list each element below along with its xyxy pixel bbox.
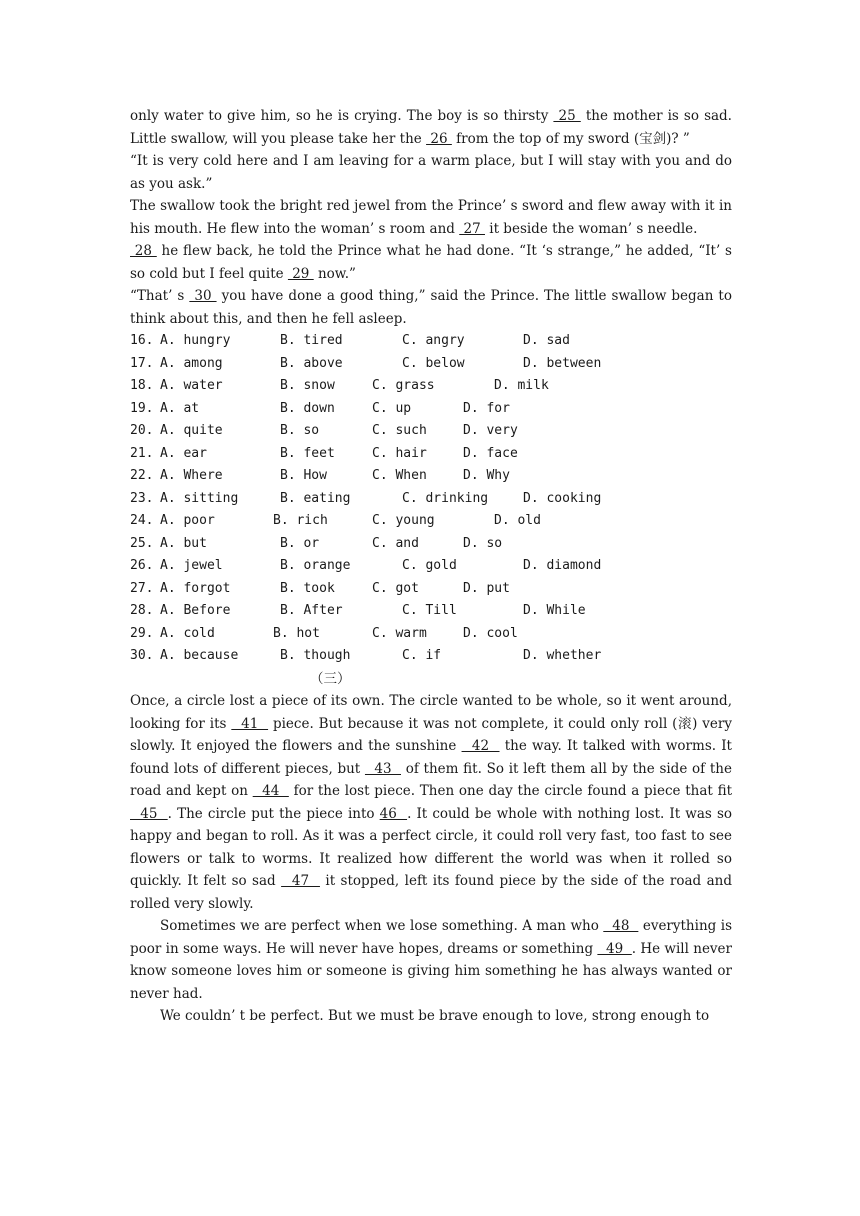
option-d: D. between xyxy=(523,355,602,371)
blank-26: 26 xyxy=(426,130,452,147)
option-c: C. young xyxy=(372,513,435,528)
option-row xyxy=(130,375,732,398)
option-a: A. poor xyxy=(160,513,215,528)
question-number: 22. xyxy=(130,468,154,483)
option-b: B. though xyxy=(280,648,351,663)
blank-44: 44 xyxy=(252,783,289,799)
option-c: C. hair xyxy=(372,445,427,461)
option-b: B. snow xyxy=(280,378,335,393)
blank-45: 45 xyxy=(130,805,168,822)
question-number: 24. xyxy=(130,513,154,528)
question-number: 30. xyxy=(130,648,154,663)
blank-46: 46 xyxy=(379,805,408,822)
story2-paragraph-1: Once, a circle lost a piece of its own. The circle wanted to be whole, so it went around, looking for its 41 piece. But because it was not complete, it could only roll (滚) very slowly. It enjoyed the flowers and the sunshine 42 the way. It talked with worms. It found lots of different pieces, but 43 of them fit. So it left them all by the side of the road and kept on 44 for the lost piece. Then one day the circle found a piece that fit 45 . The circle put the piece into 46 . It could be whole with nothing lost. It was so happy and began to roll. As it was a perfect circle, it could roll very fast, too fast to see flowers or talk to worms. It realized how different the world was when it rolled so quickly. It felt so sad 47 it stopped, left its found piece by the side of the road and rolled very slowly. xyxy=(130,693,733,912)
document-page xyxy=(130,105,732,1028)
option-c: C. below xyxy=(402,355,465,371)
option-d: D. cool xyxy=(463,625,518,641)
story1-paragraph-3: The swallow took the bright red jewel from the Prince’ s sword and flew away with it in his mouth. He flew into the woman’ s room and 27 it beside the woman’ s needle. xyxy=(130,198,732,237)
question-number: 27. xyxy=(130,580,154,596)
blank-28: 28 xyxy=(130,243,157,259)
option-row xyxy=(130,533,732,556)
story1-paragraph-2: “It is very cold here and I am leaving for a warm place, but I will stay with you and do as you ask.” xyxy=(130,153,732,192)
option-a: A. jewel xyxy=(160,558,223,573)
question-number: 26. xyxy=(130,558,154,573)
option-row xyxy=(130,623,732,646)
option-d: D. face xyxy=(463,445,518,461)
option-row xyxy=(130,443,732,466)
option-d: D. diamond xyxy=(523,558,602,573)
option-row xyxy=(130,353,732,376)
option-b: B. hot xyxy=(273,625,320,641)
story1-paragraph-5: “That’ s 30 you have done a good thing,” said the Prince. The little swallow began to think about this, and then he fell asleep. xyxy=(130,288,732,327)
option-a: A. ear xyxy=(160,445,207,461)
option-c: C. such xyxy=(372,423,427,438)
option-d: D. very xyxy=(463,423,518,438)
blank-49: 49 xyxy=(597,940,632,957)
option-row xyxy=(130,488,732,511)
option-d: D. milk xyxy=(494,378,549,393)
question-number: 25. xyxy=(130,535,154,551)
option-a: A. water xyxy=(160,378,223,393)
blank-47: 47 xyxy=(281,873,320,889)
option-a: A. but xyxy=(160,535,207,551)
option-a: A. among xyxy=(160,355,223,371)
option-a: A. forgot xyxy=(160,580,231,596)
blank-43: 43 xyxy=(364,760,401,777)
blank-30: 30 xyxy=(189,288,217,304)
option-a: A. hungry xyxy=(160,333,231,348)
option-c: C. up xyxy=(372,400,412,416)
option-b: B. so xyxy=(280,423,320,438)
option-row xyxy=(130,510,732,533)
option-a: A. quite xyxy=(160,423,223,438)
option-a: A. because xyxy=(160,648,239,663)
story1-paragraph-1: only water to give him, so he is crying. The boy is so thirsty 25 the mother is so sad. Little swallow, will you please take her the 26 from the top of my sword (宝剑)? ” xyxy=(130,108,732,147)
story2-paragraph-2: Sometimes we are perfect when we lose something. A man who 48 everything is poor in some ways. He will never have hopes, dreams or something 49 . He will never know someone loves him or someone is giving him something he has always wanted or never had. xyxy=(130,918,732,1002)
option-c: C. drinking xyxy=(402,490,489,506)
blank-48: 48 xyxy=(603,918,639,934)
question-number: 18. xyxy=(130,378,154,393)
option-a: A. cold xyxy=(160,625,215,641)
option-row xyxy=(130,465,732,488)
option-c: C. warm xyxy=(372,625,427,641)
option-b: B. took xyxy=(280,580,335,596)
option-row xyxy=(130,645,732,668)
option-b: B. orange xyxy=(280,558,351,573)
option-d: D. put xyxy=(463,580,510,596)
blank-27: 27 xyxy=(459,220,485,237)
option-row xyxy=(130,420,732,443)
question-number: 29. xyxy=(130,625,154,641)
question-number: 16. xyxy=(130,333,154,348)
option-c: C. Till xyxy=(402,603,457,618)
option-b: B. down xyxy=(280,400,335,416)
option-a: A. at xyxy=(160,400,200,416)
option-a: A. Where xyxy=(160,468,223,483)
options-list xyxy=(130,330,732,668)
option-row xyxy=(130,578,732,601)
option-row xyxy=(130,600,732,623)
option-c: C. grass xyxy=(372,378,435,393)
question-number: 23. xyxy=(130,490,154,506)
option-row xyxy=(130,555,732,578)
blank-29: 29 xyxy=(287,265,314,282)
option-d: D. for xyxy=(463,400,510,416)
option-c: C. got xyxy=(372,580,419,596)
option-c: C. if xyxy=(402,648,442,663)
story2-paragraph-3: We couldn’ t be perfect. But we must be brave enough to love, strong enough to xyxy=(160,1008,710,1024)
option-d: D. whether xyxy=(523,648,602,663)
option-b: B. eating xyxy=(280,490,351,506)
option-row xyxy=(130,330,732,353)
question-number: 17. xyxy=(130,355,154,371)
option-d: D. old xyxy=(494,513,541,528)
option-c: C. and xyxy=(372,535,419,551)
option-d: D. cooking xyxy=(523,490,602,506)
option-a: A. sitting xyxy=(160,490,239,506)
option-c: C. When xyxy=(372,468,427,483)
option-b: B. tired xyxy=(280,333,343,348)
option-b: B. or xyxy=(280,535,320,551)
story1-paragraph-4: 28 he flew back, he told the Prince what he had done. “It ‘s strange,” he added, “It’ s so cold but I feel quite 29 now.” xyxy=(130,243,732,282)
blank-42: 42 xyxy=(461,738,500,754)
question-number: 19. xyxy=(130,400,154,416)
question-number: 28. xyxy=(130,603,154,618)
option-b: B. feet xyxy=(280,445,335,461)
option-row xyxy=(130,398,732,421)
question-number: 21. xyxy=(130,445,154,461)
option-d: D. While xyxy=(523,603,586,618)
option-c: C. angry xyxy=(402,333,465,348)
blank-25: 25 xyxy=(553,108,581,124)
option-b: B. How xyxy=(280,468,327,483)
question-number: 20. xyxy=(130,423,154,438)
option-a: A. Before xyxy=(160,603,231,618)
option-b: B. After xyxy=(280,603,343,618)
option-d: D. sad xyxy=(523,333,570,348)
option-c: C. gold xyxy=(402,558,457,573)
option-b: B. rich xyxy=(273,513,328,528)
option-d: D. Why xyxy=(463,468,510,483)
option-d: D. so xyxy=(463,535,503,551)
blank-41: 41 xyxy=(231,715,269,732)
option-b: B. above xyxy=(280,355,343,371)
section-title: （三） xyxy=(310,670,351,687)
